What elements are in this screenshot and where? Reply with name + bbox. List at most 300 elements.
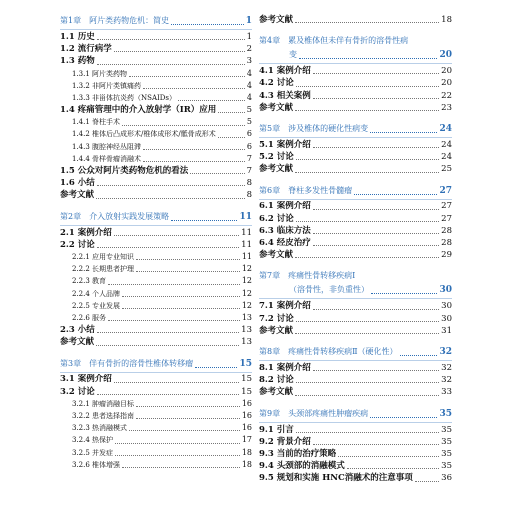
chapter-title-group	[60, 210, 169, 224]
dot-leader	[296, 321, 439, 322]
entry-page: 3	[246, 56, 252, 67]
dot-leader	[96, 345, 239, 346]
chapter-page: 32	[439, 347, 452, 357]
chapter-title-continued: （溶骨性，非负重性）	[289, 285, 369, 295]
toc-section	[259, 77, 452, 89]
toc-subsection	[60, 422, 252, 434]
dot-leader	[143, 149, 245, 150]
chapter-heading-continued	[259, 48, 452, 62]
chapter-page: 30	[439, 285, 452, 296]
chapter-heading	[259, 407, 452, 421]
chapter-title: 伴有骨折的溶骨性椎体转移瘤	[89, 358, 194, 368]
chapter-rule	[259, 298, 452, 299]
entry-page: 12	[241, 288, 252, 298]
dot-leader	[129, 430, 240, 431]
entry-page: 16	[241, 423, 252, 433]
entry-label: 3.2.2 患者选择指南	[72, 412, 135, 421]
dot-leader	[313, 209, 439, 210]
entry-page: 28	[441, 225, 452, 236]
dot-leader	[122, 467, 240, 468]
entry-label: 9.5 规划和实施 HNC消融术的注意事项	[259, 473, 413, 484]
toc-section	[259, 472, 452, 484]
chapter-number: 第5章	[259, 123, 281, 133]
dot-leader	[97, 332, 239, 333]
chapter-page: 11	[239, 211, 252, 222]
entry-page: 13	[241, 337, 252, 348]
dot-leader	[97, 394, 239, 395]
entry-page: 15	[241, 374, 252, 385]
toc-chapter	[60, 357, 252, 373]
entry-page: 29	[441, 250, 452, 261]
toc-subsection	[60, 251, 252, 263]
chapter-rule	[259, 422, 452, 423]
dot-leader	[295, 22, 439, 23]
dot-leader	[370, 417, 437, 418]
entry-label: 1.3.2 非阿片类镇痛药	[72, 81, 142, 90]
entry-label: 7.1 案例介绍	[259, 301, 311, 312]
entry-label: 1.4 疼痛管理中的介入放射学（IR）应用	[60, 105, 217, 116]
entry-page: 24	[441, 152, 452, 163]
entry-label: 1.4.1 脊柱手术	[72, 118, 121, 127]
toc-section	[259, 225, 452, 237]
toc-left-column	[60, 14, 252, 471]
entry-label: 参考文献	[60, 190, 95, 201]
entry-page: 18	[441, 14, 452, 25]
entry-page: 4	[246, 80, 252, 90]
toc-chapter	[259, 407, 452, 423]
entry-label: 1.5 公众对阿片类药物危机的看法	[60, 166, 189, 177]
toc-subsection	[60, 288, 252, 300]
entry-label: 4.3 相关案例	[259, 90, 311, 101]
toc-chapter	[60, 14, 252, 30]
toc-section	[259, 448, 452, 460]
dot-leader	[295, 333, 439, 334]
dot-leader	[296, 159, 439, 160]
chapter-rule	[60, 225, 252, 226]
dot-leader	[97, 247, 239, 248]
dot-leader	[178, 100, 245, 101]
toc-section	[259, 460, 452, 472]
chapter-page: 35	[439, 408, 452, 419]
toc-chapter	[60, 210, 252, 226]
chapter-rule	[259, 137, 452, 138]
toc-section	[259, 386, 452, 398]
dot-leader	[218, 137, 245, 138]
entry-page: 32	[441, 375, 452, 386]
toc-section	[259, 163, 452, 175]
entry-label: 参考文献	[259, 164, 294, 175]
entry-label: 2.2.5 专业发展	[72, 301, 121, 310]
entry-page: 12	[241, 264, 252, 274]
chapter-number: 第2章	[60, 211, 82, 221]
dot-leader	[415, 481, 439, 482]
dot-leader	[114, 51, 245, 52]
entry-page: 28	[441, 238, 452, 249]
dot-leader	[296, 86, 439, 87]
dot-leader	[171, 220, 237, 221]
entry-label: 1.4.2 椎体后凸成形术/椎体成形术/骶骨成形术	[72, 130, 216, 139]
chapter-title-group	[60, 14, 169, 28]
entry-label: 1.3.3 非甾体抗炎药（NSAIDs）	[72, 93, 176, 102]
toc-subsection	[60, 398, 252, 410]
entry-page: 8	[246, 190, 252, 201]
chapter-number: 第9章	[259, 408, 281, 418]
entry-label: 5.1 案例介绍	[259, 139, 311, 150]
dot-leader	[96, 198, 245, 199]
dot-leader	[299, 58, 437, 59]
entry-page: 11	[241, 239, 252, 250]
entry-page: 27	[441, 213, 452, 224]
entry-page: 33	[441, 387, 452, 398]
entry-label: 1.4.3 腹腔神经丛阻滞	[72, 142, 142, 151]
dot-leader	[143, 88, 245, 89]
chapter-page: 24	[439, 123, 452, 134]
dot-leader	[313, 233, 439, 234]
entry-page: 17	[241, 435, 252, 445]
dot-leader	[108, 284, 240, 285]
entry-label: 3.2.5 并发症	[72, 448, 114, 457]
entry-page: 18	[241, 447, 252, 457]
dot-leader	[97, 39, 245, 40]
dot-leader	[295, 172, 439, 173]
entry-label: 8.2 讨论	[259, 375, 294, 386]
entry-label: 2.2.3 教育	[72, 277, 107, 286]
toc-section	[60, 227, 252, 239]
chapter-heading	[259, 345, 452, 359]
chapter-title-group	[259, 184, 352, 198]
toc-section	[259, 102, 452, 114]
dot-leader	[295, 395, 439, 396]
entry-label: 1.3.1 阿片类药物	[72, 69, 128, 78]
entry-page: 7	[246, 153, 252, 163]
chapter-heading	[259, 184, 452, 198]
toc-chapter	[259, 269, 452, 299]
toc-subsection	[60, 300, 252, 312]
entry-page: 4	[246, 92, 252, 102]
chapter-rule	[259, 63, 452, 64]
chapter-rule	[259, 360, 452, 361]
dot-leader	[171, 24, 244, 25]
entry-label: 3.2.1 肿瘤消融目标	[72, 399, 135, 408]
toc-chapter	[259, 184, 452, 200]
dot-leader	[97, 64, 245, 65]
toc-section	[60, 177, 252, 189]
entry-page: 35	[441, 436, 452, 447]
chapter-rule	[259, 199, 452, 200]
entry-page: 16	[241, 398, 252, 408]
entry-label: 参考文献	[259, 102, 294, 113]
toc-section	[259, 300, 452, 312]
dot-leader	[313, 444, 439, 445]
toc-section	[60, 374, 252, 386]
entry-label: 3.2 讨论	[60, 386, 95, 397]
chapter-page: 27	[439, 185, 452, 196]
chapter-rule	[60, 372, 252, 373]
entry-label: 2.2.2 长期患者护理	[72, 265, 135, 274]
chapter-title: 涉及椎体的硬化性病变	[288, 123, 369, 133]
toc-section	[60, 336, 252, 348]
dot-leader	[190, 173, 244, 174]
entry-label: 参考文献	[60, 337, 95, 348]
dot-leader	[371, 293, 437, 294]
dot-leader	[115, 455, 240, 456]
entry-page: 6	[246, 141, 252, 151]
entry-label: 9.4 头颈部的消融模式	[259, 461, 345, 472]
entry-page: 22	[441, 90, 452, 101]
entry-page: 36	[441, 473, 452, 484]
entry-label: 2.2.4 个人品牌	[72, 289, 121, 298]
entry-label: 6.4 经皮治疗	[259, 238, 311, 249]
dot-leader	[129, 76, 245, 77]
toc-section	[259, 374, 452, 386]
chapter-title: 介入放射实践发展策略	[89, 211, 170, 221]
entry-label: 9.1 引言	[259, 424, 294, 435]
entry-label: 2.1 案例介绍	[60, 227, 112, 238]
chapter-title-group	[259, 122, 368, 136]
toc-subsection	[60, 447, 252, 459]
chapter-number: 第3章	[60, 358, 82, 368]
toc-subsection	[60, 263, 252, 275]
entry-label: 参考文献	[259, 250, 294, 261]
toc-section	[60, 239, 252, 251]
entry-page: 15	[241, 386, 252, 397]
chapter-heading	[60, 14, 252, 28]
dot-leader	[115, 443, 240, 444]
toc-section	[60, 165, 252, 177]
chapter-heading	[60, 357, 252, 371]
entry-page: 11	[241, 227, 252, 238]
toc-subsection	[60, 153, 252, 165]
toc-section	[259, 325, 452, 337]
entry-label: 2.2.6 服务	[72, 313, 107, 322]
toc-section	[259, 313, 452, 325]
entry-page: 32	[441, 362, 452, 373]
entry-label: 参考文献	[259, 325, 294, 336]
entry-label: 参考文献	[259, 387, 294, 398]
toc-section	[259, 237, 452, 249]
toc-subsection	[60, 275, 252, 287]
entry-label: 2.2 讨论	[60, 239, 95, 250]
toc-chapter	[259, 34, 452, 64]
entry-page: 4	[246, 68, 252, 78]
entry-page: 20	[441, 66, 452, 77]
entry-page: 1	[246, 31, 252, 42]
toc-section	[259, 139, 452, 151]
entry-page: 20	[441, 78, 452, 89]
toc-subsection	[60, 434, 252, 446]
chapter-title-group	[259, 407, 368, 421]
toc-section	[60, 324, 252, 336]
entry-page: 5	[246, 117, 252, 127]
toc-chapter	[259, 345, 452, 361]
toc-section	[259, 65, 452, 77]
dot-leader	[313, 245, 439, 246]
entry-label: 9.3 当前的治疗策略	[259, 448, 337, 459]
toc-chapter	[259, 122, 452, 138]
dot-leader	[313, 309, 439, 310]
toc-subsection	[60, 80, 252, 92]
entry-page: 5	[246, 105, 252, 116]
chapter-heading-continued	[259, 283, 452, 297]
toc-section	[259, 14, 452, 26]
toc-section	[60, 104, 252, 116]
dot-leader	[114, 235, 239, 236]
entry-page: 8	[246, 178, 252, 189]
entry-label: 1.6 小结	[60, 178, 95, 189]
entry-label: 3.2.4 热保护	[72, 436, 114, 445]
entry-label: 7.2 讨论	[259, 313, 294, 324]
toc-section	[60, 386, 252, 398]
chapter-title: 脊柱多发性骨髓瘤	[288, 185, 353, 195]
dot-leader	[295, 257, 439, 258]
entry-label: 1.2 流行病学	[60, 44, 112, 55]
toc-section	[259, 213, 452, 225]
toc-subsection	[60, 141, 252, 153]
toc-subsection	[60, 116, 252, 128]
chapter-title: 疼痛性骨转移疾病Ⅰ	[288, 271, 356, 281]
dot-leader	[338, 456, 439, 457]
entry-label: 4.1 案例介绍	[259, 66, 311, 77]
entry-page: 12	[241, 300, 252, 310]
entry-label: 3.2.6 椎体增强	[72, 460, 121, 469]
toc-section	[259, 436, 452, 448]
chapter-number: 第8章	[259, 347, 281, 356]
dot-leader	[313, 98, 439, 99]
chapter-heading	[259, 122, 452, 136]
dot-leader	[313, 147, 439, 148]
dot-leader	[122, 125, 245, 126]
dot-leader	[114, 382, 239, 383]
toc-section	[259, 201, 452, 213]
chapter-number: 第6章	[259, 185, 281, 195]
entry-label: 参考文献	[259, 14, 294, 25]
entry-page: 16	[241, 411, 252, 421]
entry-page: 23	[441, 102, 452, 113]
toc-section	[60, 55, 252, 67]
entry-label: 1.1 历史	[60, 31, 95, 42]
toc-section	[259, 90, 452, 102]
toc-right-column	[259, 14, 452, 485]
toc-section	[259, 424, 452, 436]
dot-leader	[122, 296, 240, 297]
entry-label: 6.2 讨论	[259, 213, 294, 224]
chapter-title: 疼痛性骨转移疾病Ⅱ（硬化性）	[288, 347, 398, 356]
dot-leader	[136, 418, 240, 419]
entry-label: 9.2 背景介绍	[259, 436, 311, 447]
chapter-title: 累及椎体但未伴有骨折的溶骨性病	[288, 36, 409, 46]
toc-section	[259, 249, 452, 261]
entry-page: 35	[441, 461, 452, 472]
chapter-title-continued: 变	[289, 50, 297, 60]
entry-label: 5.2 讨论	[259, 152, 294, 163]
entry-page: 18	[241, 459, 252, 469]
entry-label: 6.1 案例介绍	[259, 201, 311, 212]
entry-label: 3.1 案例介绍	[60, 374, 112, 385]
toc-section	[60, 43, 252, 55]
entry-page: 6	[246, 129, 252, 139]
chapter-number: 第4章	[259, 36, 281, 46]
dot-leader	[313, 73, 439, 74]
toc-subsection	[60, 410, 252, 422]
chapter-title-group	[259, 34, 408, 48]
dot-leader	[97, 185, 245, 186]
dot-leader	[195, 367, 237, 368]
entry-page: 7	[246, 166, 252, 177]
entry-label: 8.1 案例介绍	[259, 362, 311, 373]
toc-section	[60, 189, 252, 201]
dot-leader	[122, 308, 240, 309]
entry-page: 24	[441, 139, 452, 150]
toc-section	[60, 31, 252, 43]
entry-page: 13	[241, 312, 252, 322]
entry-page: 12	[241, 276, 252, 286]
chapter-page: 15	[239, 358, 252, 369]
entry-label: 2.2.1 应用专业知识	[72, 252, 135, 261]
chapter-number: 第7章	[259, 271, 281, 281]
entry-page: 25	[441, 164, 452, 175]
chapter-title-group	[259, 269, 355, 283]
dot-leader	[143, 161, 245, 162]
entry-page: 35	[441, 424, 452, 435]
entry-page: 13	[241, 325, 252, 336]
toc-subsection	[60, 129, 252, 141]
dot-leader	[136, 259, 240, 260]
chapter-rule	[60, 29, 252, 30]
entry-label: 3.2.3 热消融模式	[72, 424, 128, 433]
chapter-title: 头颈部疼痛性肿瘤疾病	[288, 408, 369, 418]
toc-subsection	[60, 68, 252, 80]
toc-section	[259, 151, 452, 163]
dot-leader	[296, 221, 439, 222]
toc-subsection	[60, 92, 252, 104]
chapter-number: 第1章	[60, 16, 82, 25]
dot-leader	[296, 382, 439, 383]
entry-page: 31	[441, 325, 452, 336]
dot-leader	[370, 132, 437, 133]
entry-label: 6.3 临床方法	[259, 225, 311, 236]
chapter-heading	[259, 34, 452, 48]
toc-subsection	[60, 312, 252, 324]
chapter-title-group	[60, 357, 193, 371]
dot-leader	[136, 271, 240, 272]
chapter-page: 20	[439, 50, 452, 61]
entry-page: 30	[441, 301, 452, 312]
entry-label: 4.2 讨论	[259, 78, 294, 89]
entry-label: 2.3 小结	[60, 325, 95, 336]
chapter-title-group	[259, 345, 398, 359]
dot-leader	[354, 194, 437, 195]
entry-page: 35	[441, 448, 452, 459]
dot-leader	[400, 355, 438, 356]
dot-leader	[347, 468, 439, 469]
chapter-page: 1	[245, 16, 252, 26]
dot-leader	[108, 320, 240, 321]
entry-page: 30	[441, 313, 452, 324]
toc-subsection	[60, 459, 252, 471]
entry-label: 1.3 药物	[60, 56, 95, 67]
chapter-heading	[259, 269, 452, 283]
entry-page: 27	[441, 201, 452, 212]
dot-leader	[313, 370, 439, 371]
toc-section	[259, 362, 452, 374]
dot-leader	[218, 112, 244, 113]
chapter-title: 阿片类药物危机：简史	[89, 16, 170, 25]
dot-leader	[296, 432, 439, 433]
entry-page: 11	[241, 251, 252, 261]
dot-leader	[136, 406, 240, 407]
chapter-heading	[60, 210, 252, 224]
entry-page: 2	[246, 44, 252, 55]
